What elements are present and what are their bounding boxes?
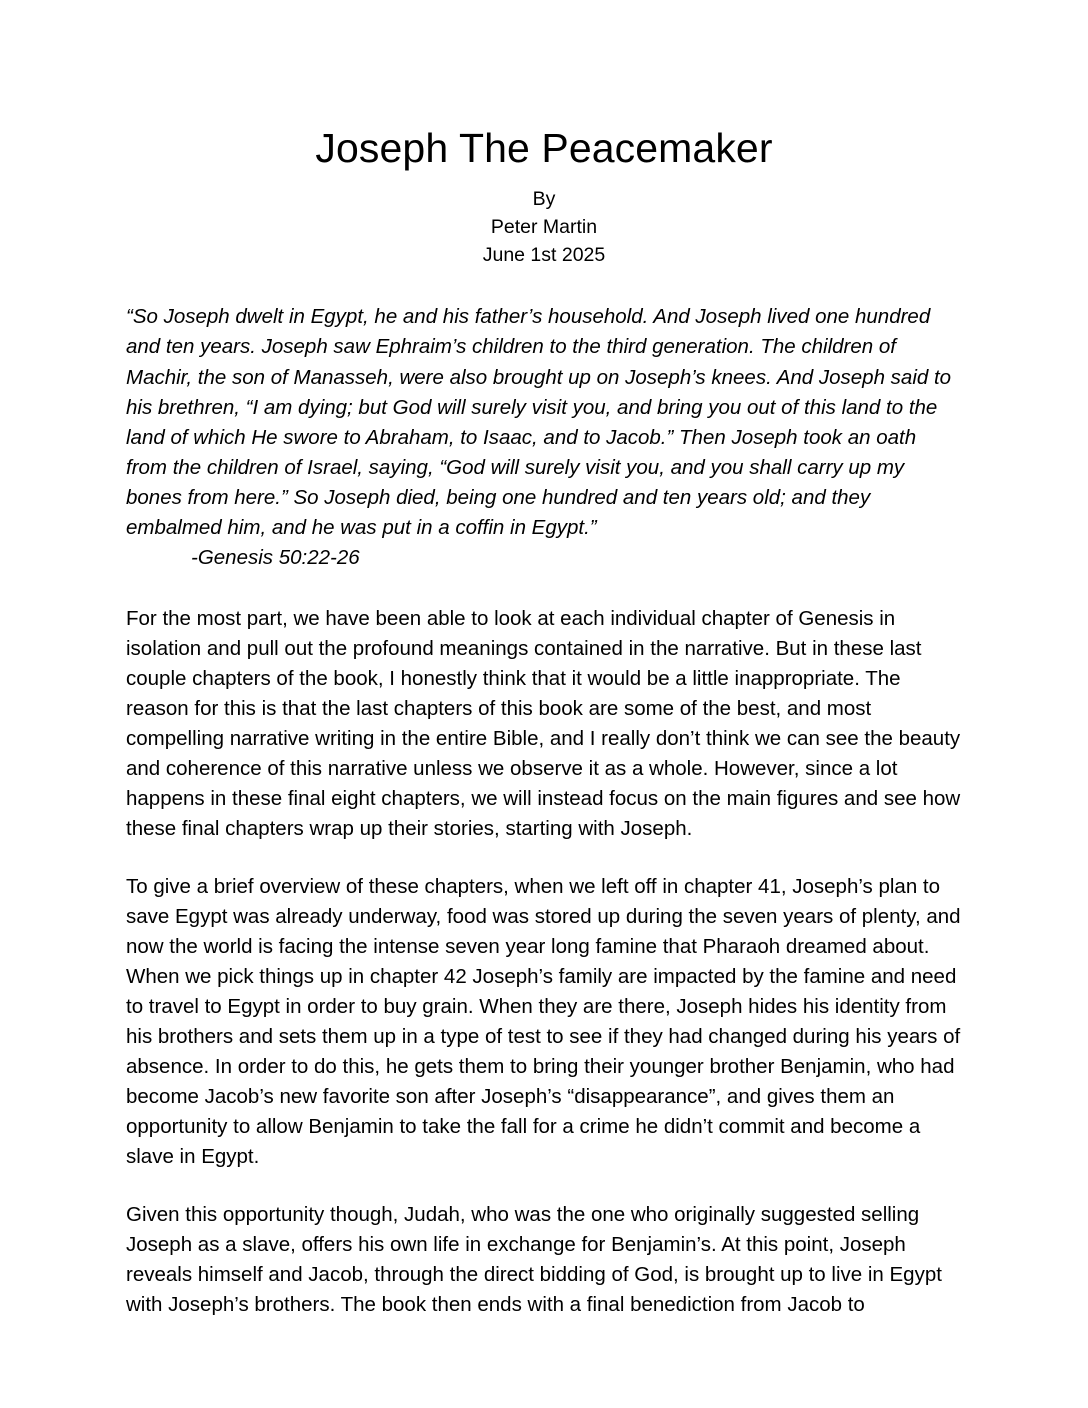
byline-author: Peter Martin xyxy=(490,216,598,239)
byline-by-label: By xyxy=(532,188,556,211)
scripture-quote xyxy=(126,269,962,572)
body-paragraph-3: Given this opportunity though, Judah, who was the one who originally suggested selling Joseph as a slave, offers his own life in exchange for Benjamin’s. At this point, Joseph reveals himself and Jacob, through the direct bidding of God, is brought up to live in Egypt with Joseph’s brothers. The book then ends with a final benediction from Jacob to xyxy=(126,1203,942,1317)
body-paragraph-1: For the most part, we have been able to look at each individual chapter of Genesis in isolation and pull out the profound meanings contained in the narrative. But in these last couple chapters of the book, I honestly think that it would be a little inappropriate. The reason for this is that the last chapters of this book are some of the best, and most compelling narrative writing in the entire Bible, and I really don’t think we can see the beauty and coherence of this narrative unless we observe it as a whole. However, since a lot happens in these final eight chapters, we will instead focus on the main figures and see how these final chapters wrap up their stories, starting with Joseph. xyxy=(126,606,961,840)
byline-date: June 1st 2025 xyxy=(482,243,606,266)
body-paragraph-2: To give a brief overview of these chapters, when we left off in chapter 41, Joseph’s plan to save Egypt was already underway, food was stored up during the seven years of plenty, and now the world is facing the intense seven year long famine that Pharaoh dreamed about. When we pick things up in chapter 42 Joseph’s family are impacted by the famine and need to travel to Egypt in order to buy grain. When they are there, Joseph hides his identity from his brothers and sets them up in a type of test to see if they had changed during his years of absence. In order to do this, he gets them to bring their younger brother Benjamin, who had become Jacob’s new favorite son after Joseph’s “disappearance”, and gives them an opportunity to allow Benjamin to take the fall for a crime he didn’t commit and become a slave in Egypt. xyxy=(126,874,961,1169)
byline-block xyxy=(126,172,962,269)
document-content xyxy=(126,0,962,1320)
scripture-quote-citation: -Genesis 50:22-26 xyxy=(191,545,360,569)
scripture-quote-text: “So Joseph dwelt in Egypt, he and his father’s household. And Joseph lived one hundred and ten years. Joseph saw Ephraim’s children to the third generation. The children of Machir, the son of Manasseh, were also brought up on Joseph’s knees. And Joseph said to his brethren, “I am dying; but God will surely visit you, and bring you out of this land to the land of which He swore to Abraham, to Isaac, and to Jacob.” Then Joseph took an oath from the children of Israel, saying, “God will surely visit you, and you shall carry up my bones from here.” So Joseph died, being one hundred and ten years old; and they embalmed him, and he was put in a coffin in Egypt.” xyxy=(126,305,952,539)
page-title: Joseph The Peacemaker xyxy=(315,125,773,171)
